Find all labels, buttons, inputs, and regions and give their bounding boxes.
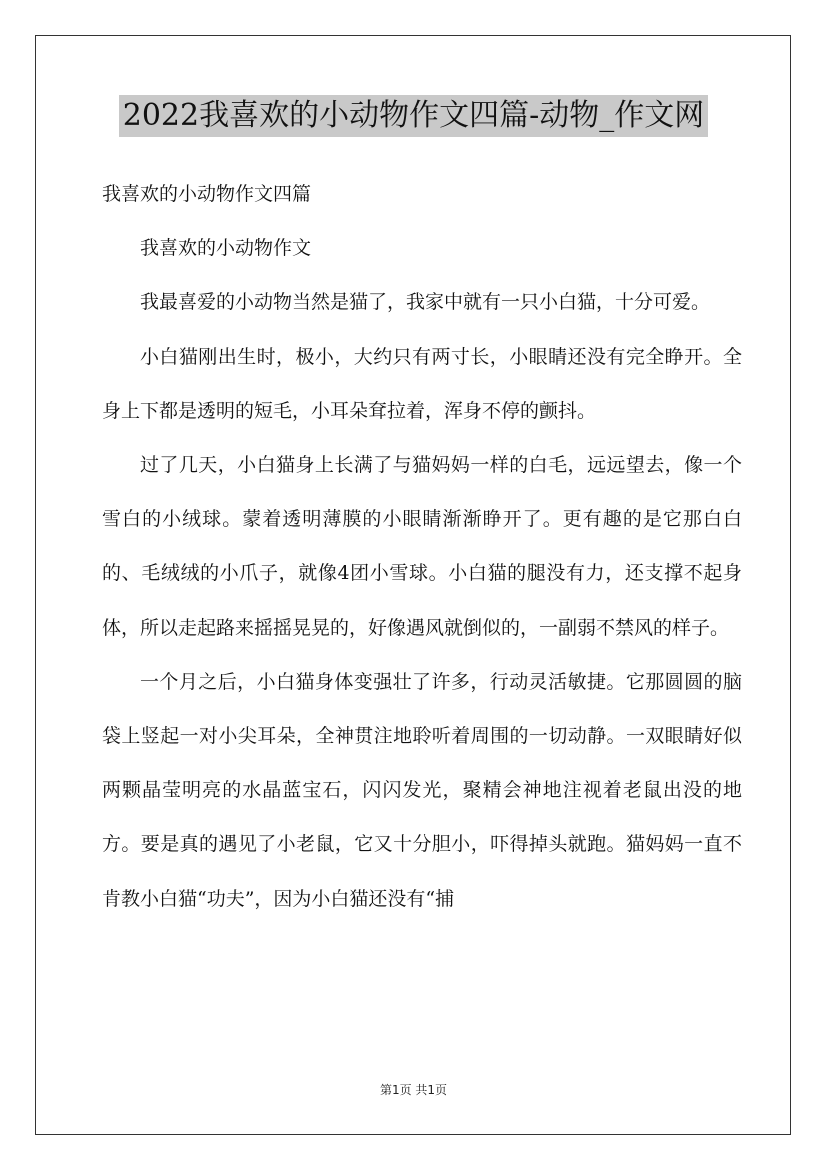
- body-paragraph: 我最喜爱的小动物当然是猫了，我家中就有一只小白猫，十分可爱。: [140, 291, 711, 314]
- document-body: [102, 167, 742, 926]
- title-container: [0, 95, 827, 137]
- essay-collection-heading: 我喜欢的小动物作文四篇: [102, 183, 312, 205]
- body-paragraph: 小白猫刚出生时，极小，大约只有两寸长，小眼睛还没有完全睁开。全身上下都是透明的短毛，小耳朵耷拉着，浑身不停的颤抖。: [102, 345, 742, 422]
- page-footer: 第1页 共1页: [379, 1083, 448, 1097]
- document-title: 2022我喜欢的小动物作文四篇-动物_作文网: [119, 95, 708, 137]
- body-paragraph: 过了几天，小白猫身上长满了与猫妈妈一样的白毛，远远望去，像一个雪白的小绒球。蒙着透明薄膜的小眼睛渐渐睁开了。更有趣的是它那白白的、毛绒绒的小爪子，就像4团小雪球。小白猫的腿没有力，还支撑不起身体，所以走起路来摇摇晃晃的，好像遇风就倒似的，一副弱不禁风的样子。: [102, 454, 742, 639]
- body-paragraph: 一个月之后，小白猫身体变强壮了许多，行动灵活敏捷。它那圆圆的脑袋上竖起一对小尖耳朵，全神贯注地聆听着周围的一切动静。一双眼睛好似两颗晶莹明亮的水晶蓝宝石，闪闪发光，聚精会神地注视着老鼠出没的地方。要是真的遇见了小老鼠，它又十分胆小，吓得掉头就跑。猫妈妈一直不肯教小白猫“功夫”，因为小白猫还没有“捕: [102, 670, 742, 910]
- essay-subtitle: 我喜欢的小动物作文: [140, 237, 312, 260]
